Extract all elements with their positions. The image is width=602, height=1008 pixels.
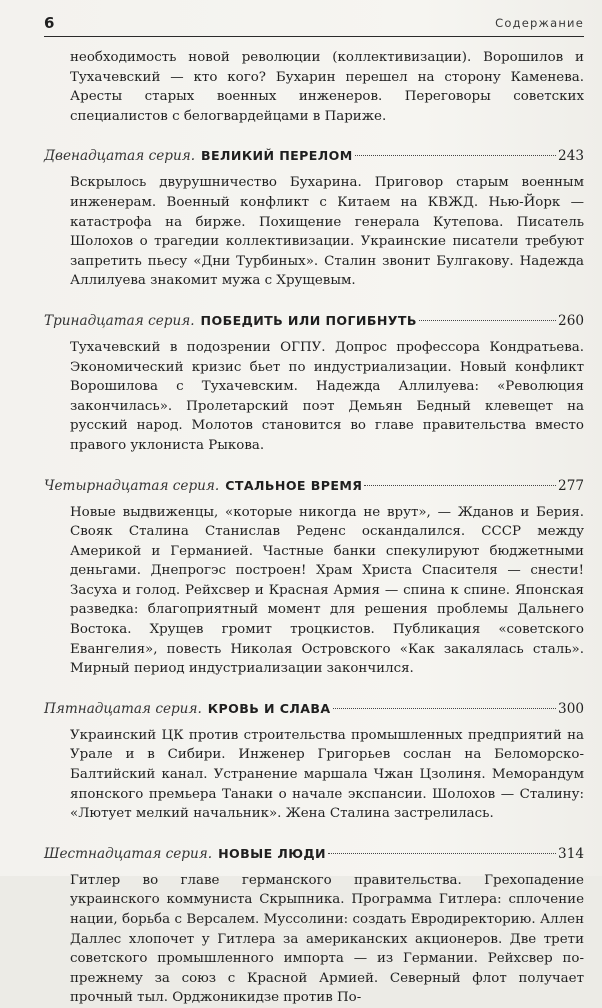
chapter-title: НОВЫЕ ЛЮДИ <box>218 845 326 861</box>
toc-entry-15 <box>44 699 584 824</box>
chapter-page-number: 243 <box>558 148 584 165</box>
dot-leader <box>364 485 556 486</box>
chapter-page-number: 260 <box>558 312 584 329</box>
series-label: Шестнадцатая серия. <box>44 845 213 862</box>
chapter-page-number: 300 <box>558 700 584 717</box>
chapter-page-number: 314 <box>558 845 584 862</box>
toc-entry-13 <box>44 311 584 456</box>
intro-paragraph: необходимость новой революции (коллективизации). Ворошилов и Тухачевский — кто кого? Бухарин перешел на сторону Каменева. Аресты старых военных инженеров. Переговоры советских специалистов с белогвардейцами в Париже. <box>70 50 584 124</box>
running-head: Содержание <box>495 16 584 30</box>
chapter-title: ВЕЛИКИЙ ПЕРЕЛОМ <box>201 148 353 164</box>
toc-entry-16 <box>44 844 584 1008</box>
series-label: Пятнадцатая серия. <box>44 700 202 717</box>
chapter-title: ПОБЕДИТЬ ИЛИ ПОГИБНУТЬ <box>200 312 417 328</box>
entry-heading <box>44 699 584 719</box>
chapter-title: СТАЛЬНОЕ ВРЕМЯ <box>225 477 363 493</box>
entry-heading <box>44 844 584 864</box>
chapter-summary: Тухачевский в подозрении ОГПУ. Допрос профессора Кондратьева. Экономический кризис бьет по индустриализации. Новый конфликт Ворошилова с Тухачевским. Надежда Аллилуева: «Революция закончилась». Пролетарский поэт Демьян Бедный клевещет на русский народ. Молотов становится во главе правительства вместо правого уклониста Рыкова. <box>70 339 584 453</box>
chapter-summary: Украинский ЦК против строительства промышленных предприятий на Урале и в Сибири. Инженер Григорьев сослан на Беломорско-Балтийский канал. Устранение маршала Чжан Цзолиня. Меморандум японского премьера Танаки о начале экспансии. Шолохов — Сталину: «Лютует мелкий начальник». Жена Сталина застрелилась. <box>70 727 584 822</box>
entry-heading <box>44 311 584 331</box>
toc-entry-12 <box>44 146 584 291</box>
dot-leader <box>419 320 556 321</box>
series-label: Четырнадцатая серия. <box>44 477 220 494</box>
dot-leader <box>355 155 556 156</box>
toc-entry-14 <box>44 476 584 679</box>
dot-leader <box>333 708 557 709</box>
entry-heading <box>44 146 584 166</box>
chapter-summary: Вскрылось двурушничество Бухарина. Приговор старым военным инженерам. Военный конфликт с Китаем на КВЖД. Нью-Йорк — катастрофа на бирже. Похищение генерала Кутепова. Писатель Шолохов о трагедии коллективизации. Украинские писатели требуют запретить пьесу «Дни Турбиных». Сталин звонит Булгакову. Надежда Аллилуева знакомит мужа с Хрущевым. <box>70 175 584 289</box>
page-number: 6 <box>44 14 55 32</box>
dot-leader <box>328 853 556 854</box>
chapter-summary: Гитлер во главе германского правительства. Грехопадение украинского коммуниста Скрыпника. Программа Гитлера: сплочение нации, борьба с Версалем. Муссолини: создать Евродиректорию. Аллен Даллес хлопочет у Гитлера за американских акционеров. Две трети советского промышленного импорта — из Германии. Рейхсвер по-прежнему за союз с Красной Армией. Северный флот получает прочный тыл. Орджоникидзе против По- <box>70 872 584 1006</box>
chapter-page-number: 277 <box>558 477 584 494</box>
chapter-summary: Новые выдвиженцы, «которые никогда не врут», — Жданов и Берия. Свояк Сталина Станислав Реденс оскандалился. СССР между Америкой и Германией. Частные банки спекулируют бюджетными деньгами. Днепрогэс построен! Храм Христа Спасителя — снести! Засуха и голод. Рейхсвер и Красная Армия — спина к спине. Японская разведка: благоприятный момент для решения проблемы Дальнего Востока. Хрущев громит троцкистов. Публикация «советского Евангелия», повесть Николая Островского «Как закалялась сталь». Мирный период индустриализации закончился. <box>70 504 584 677</box>
entry-heading <box>44 476 584 496</box>
page-header <box>44 12 584 37</box>
chapter-title: КРОВЬ И СЛАВА <box>207 700 331 716</box>
series-label: Тринадцатая серия. <box>44 312 195 329</box>
toc-content <box>44 48 584 1008</box>
series-label: Двенадцатая серия. <box>44 148 196 165</box>
